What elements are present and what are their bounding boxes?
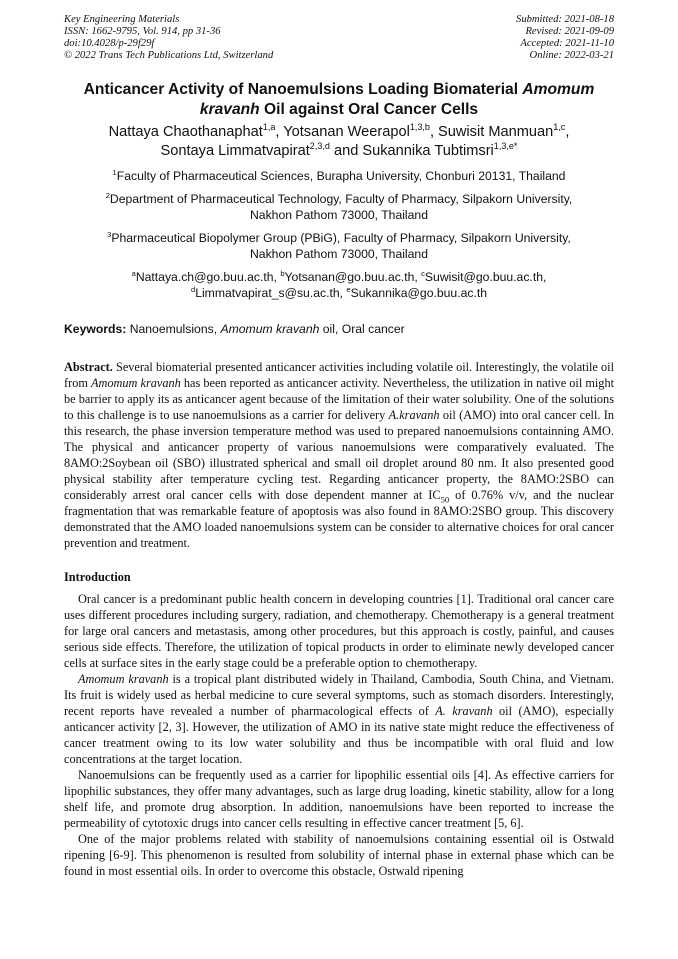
email-link[interactable]: Yotsanan@go.buu.ac.th, <box>284 270 422 284</box>
affiliation-2: $^2$Department of Pharmaceutical Technology, Faculty of Pharmacy, Silpakorn University, Nakhon Pathom 73000, Thailand <box>105 190 573 222</box>
paragraph: Oral cancer is a predominant public health concern in developing countries [1]. Traditional oral cancer care uses different procedures including surgery, radiation, and chemotherapy. Chemotherapy is a general treatment for large oral cancers and metastasis, among other procedures, but this approach is costly, painful, and causes serious side effects. Therefore, the utilization of topical products in order to eliminate newly developed cancer cells at surface sites in the early stage could be a preferable option to chemotherapy. <box>64 592 614 670</box>
abstract: Abstract. Several biomaterial presented anticancer activities including volatile oil. Interestingly, the volatile oil from Amomum kravanh has been reported as anticancer activity. Nevertheless, the utilization in native oil might be barrier to apply its as anticancer agent because of the limitation of their water solubility. One of the solutions to this challenge is to use nanoemulsions as a carrier for delivery A.kravanh oil (AMO) into oral cancer cell. In this research, the phase inversion temperature method was used to prepared nanoemulsions containning AMO. The physical and anticancer property of various nanoemulsions were comparatively evaluated. The 8AMO:2Soybean oil (SBO) illustrated spherical and small oil droplet around 80 nm. It also presented good physical stability after temperature cycling test. Regarding anticancer property, the 8AMO:2SBO can considerably arrest oral cancer cells with dose dependent manner at $IC_{50}$ of 0.76% v/v, and the nuclear fragmentation that was remarkable feature of apoptosis was also found in 8AMO:2SBO group. This discovery demonstrated that the AMO loaded nanoemulsions system can be consider to alternative choices for oral cancer prevention and treatment. <box>64 360 615 550</box>
paper-title: Anticancer Activity of Nanoemulsions Loading Biomaterial Amomum kravanh Oil against Oral Cancer Cells <box>83 81 595 118</box>
journal-doi: doi:10.4028/p-29f29f <box>64 38 155 49</box>
journal-name: Key Engineering Materials <box>64 14 180 25</box>
author-sup: 1,c <box>553 122 566 133</box>
author-name: Yotsanan Weerapol <box>283 124 410 140</box>
author-name: Nattaya Chaothanaphat <box>108 124 263 140</box>
section-heading-introduction: Introduction <box>64 570 131 584</box>
journal-issn: ISSN: 1662-9795, Vol. 914, pp 31-36 <box>64 26 221 37</box>
author-name: Sukannika Tubtimsri <box>362 143 494 159</box>
submission-dates <box>516 14 614 62</box>
author-sup: 1,a <box>262 122 276 133</box>
email-link[interactable]: Sukannika@go.buu.ac.th <box>350 286 487 300</box>
date-revised: Revised: 2021-09-09 <box>525 26 614 37</box>
author-sup: 2,3,d <box>309 141 330 152</box>
journal-info <box>64 14 273 62</box>
paragraph: Amomum kravanh is a tropical plant distributed widely in Thailand, Cambodia, South China, and Vietnam. Its fruit is widely used as herbal medicine to cure several symptoms, such as stomach disorders. Interestingly, recent reports have revealed a number of pharmacological effects of A. kravanh oil (AMO), especially anticancer activity [2, 3]. However, the utilization of AMO in its native state might reduce the effectiveness of cancer treatment owing to its low water solubility and thus be incompatible with oral fluid and low concentrations at the target location. <box>64 672 614 766</box>
journal-header <box>64 14 614 66</box>
keywords-label: Keywords: <box>64 322 127 336</box>
paper-page <box>64 14 614 879</box>
abstract-label: Abstract. <box>64 360 113 374</box>
affiliation-1: $^1$Faculty of Pharmaceutical Sciences, Burapha University, Chonburi 20131, Thailand <box>112 167 566 183</box>
affiliation-3: $^3$Pharmaceutical Biopolymer Group (PBiG), Faculty of Pharmacy, Silpakorn University, Nakhon Pathom 73000, Thailand <box>107 229 571 261</box>
email-link[interactable]: Limmatvapirat_s@su.ac.th, <box>195 286 347 300</box>
paragraph: Nanoemulsions can be frequently used as a carrier for lipophilic essential oils [4]. As effective carriers for lipophilic substances, they offer many advantages, such as large drug loading, kinetic stability, allow for a long shelf life, and promote drug absorption. In addition, nanoemulsions have been reported to increase the permeability of cytotoxic drugs into cancer cells resulting in effective cancer treatment [5, 6]. <box>64 768 614 830</box>
author-emails: $^a$Nattaya.ch@go.buu.ac.th, $^b$Yotsanan@go.buu.ac.th, $^c$Suwisit@go.buu.ac.th, $^d$Limmatvapirat_s@su.ac.th, $^e$Sukannika@go.buu.ac.th <box>131 268 547 300</box>
date-submitted: Submitted: 2021-08-18 <box>516 14 614 25</box>
author-name: Suwisit Manmuan <box>438 124 554 140</box>
email-link[interactable]: Nattaya.ch@go.buu.ac.th, <box>135 270 281 284</box>
journal-copyright: © 2022 Trans Tech Publications Ltd, Switzerland <box>64 50 274 61</box>
author-sup: 1,3,e* <box>493 141 518 152</box>
introduction-body <box>64 591 614 879</box>
paragraph: One of the major problems related with stability of nanoemulsions containing essential oil is Ostwald ripening [6-9]. This phenomenon is resulted from solubility of internal phase in external phase which can be found in most essential oils. In order to overcome this obstacle, Ostwald ripening <box>64 832 614 878</box>
author-sup: 1,3,b <box>409 122 430 133</box>
keywords: Keywords: Nanoemulsions, Amomum kravanh oil, Oral cancer <box>64 322 405 336</box>
author-list: Nattaya Chaothanaphat$^{1,a}$, Yotsanan Weerapol$^{1,3,b}$, Suwisit Manmuan$^{1,c}$, Sontaya Limmatvapirat$^{2,3,d}$ and Sukannika Tubtimsri$^{1,3,e*}$ <box>108 122 570 159</box>
date-online: Online: 2022-03-21 <box>529 50 614 61</box>
email-link[interactable]: Suwisit@go.buu.ac.th, <box>424 270 547 284</box>
author-name: Sontaya Limmatvapirat <box>160 143 310 159</box>
date-accepted: Accepted: 2021-11-10 <box>520 38 614 49</box>
